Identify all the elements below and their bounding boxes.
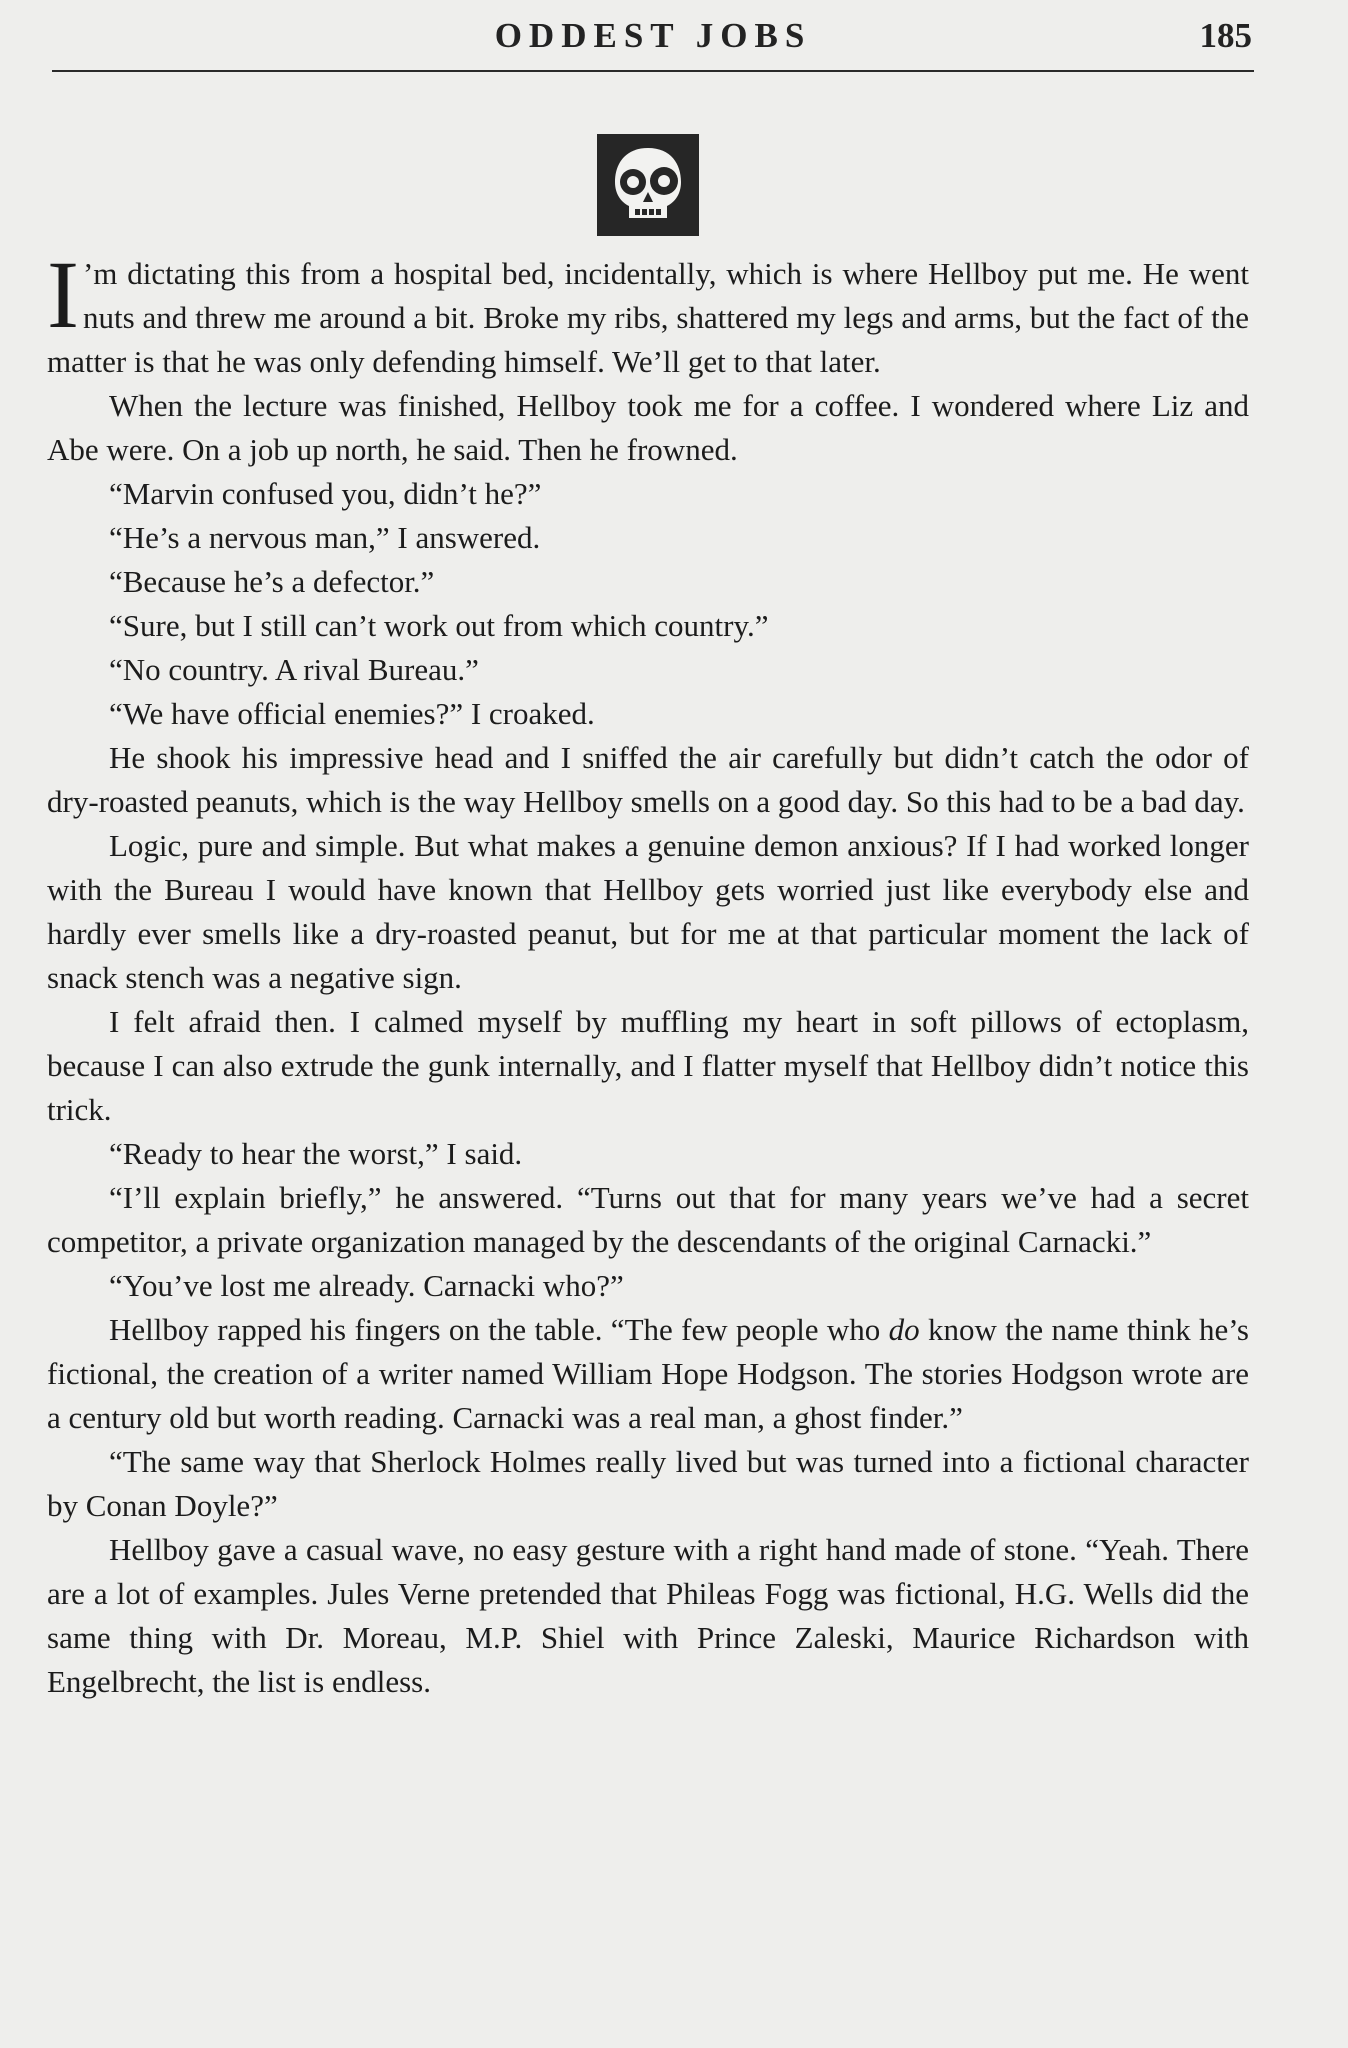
- paragraph-text: know the name think he’s fictional, the creation of a writer named William Hope Hodgson. The stories Hodgson wrote are a century old but worth reading. Carnacki was a real man, a ghost finder.”: [47, 1312, 1249, 1435]
- skull-icon: [597, 134, 699, 236]
- page-number: 185: [1199, 16, 1252, 55]
- paragraph: I felt afraid then. I calmed myself by muffling my heart in soft pillows of ectoplasm, because I can also extrude the gunk internally, and I flatter myself that Hellboy didn’t notice this trick.: [47, 1004, 1249, 1127]
- paragraph: “No country. A rival Bureau.”: [109, 652, 479, 687]
- paragraph: He shook his impressive head and I sniffed the air carefully but didn’t catch the odor of dry-roasted peanuts, which is the way Hellboy smells on a good day. So this had to be a bad day.: [47, 740, 1249, 819]
- paragraph: “Marvin confused you, didn’t he?”: [109, 476, 542, 511]
- paragraph: [47, 1308, 1249, 1440]
- paragraph: “Ready to hear the worst,” I said.: [109, 1136, 523, 1171]
- paragraph: When the lecture was finished, Hellboy took me for a coffee. I wondered where Liz and Abe were. On a job up north, he said. Then he frowned.: [47, 388, 1249, 467]
- paragraph: Hellboy gave a casual wave, no easy gesture with a right hand made of stone. “Yeah. There are a lot of examples. Jules Verne pretended that Phileas Fogg was fictional, H.G. Wells did the same thing with Dr. Moreau, M.P. Shiel with Prince Zaleski, Maurice Richardson with Engelbrecht, the list is endless.: [47, 1532, 1249, 1699]
- paragraph: “I’ll explain briefly,” he answered. “Turns out that for many years we’ve had a secret competitor, a private organization managed by the descendants of the original Carnacki.”: [47, 1180, 1249, 1259]
- paragraph: [47, 241, 1249, 384]
- paragraph: Logic, pure and simple. But what makes a genuine demon anxious? If I had worked longer with the Bureau I would have known that Hellboy gets worried just like everybody else and hardly ever smells like a dry-roasted peanut, but for me at that particular moment the lack of snack stench was a negative sign.: [47, 828, 1249, 995]
- paragraph: “We have official enemies?” I croaked.: [109, 696, 595, 731]
- paragraph: “The same way that Sherlock Holmes really lived but was turned into a fictional character by Conan Doyle?”: [47, 1444, 1249, 1523]
- paragraph-text: Hellboy rapped his fingers on the table. “The few people who: [109, 1312, 889, 1347]
- paragraph-text: ’m dictating this from a hospital bed, incidentally, which is where Hellboy put me. He went nuts and threw me around a bit. Broke my ribs, shattered my legs and arms, but the fact of the matter is that he was only defending himself. We’ll get to that later.: [47, 256, 1249, 379]
- emphasis-text: do: [888, 1312, 920, 1347]
- paragraph: “You’ve lost me already. Carnacki who?”: [109, 1268, 624, 1303]
- drop-cap: I: [47, 241, 79, 348]
- page-header: [52, 10, 1254, 72]
- paragraph: “Sure, but I still can’t work out from which country.”: [109, 608, 769, 643]
- body-text: [47, 241, 1249, 1704]
- running-title: ODDEST JOBS: [494, 16, 812, 55]
- paragraph: “Because he’s a defector.”: [109, 564, 435, 599]
- paragraph: “He’s a nervous man,” I answered.: [109, 520, 541, 555]
